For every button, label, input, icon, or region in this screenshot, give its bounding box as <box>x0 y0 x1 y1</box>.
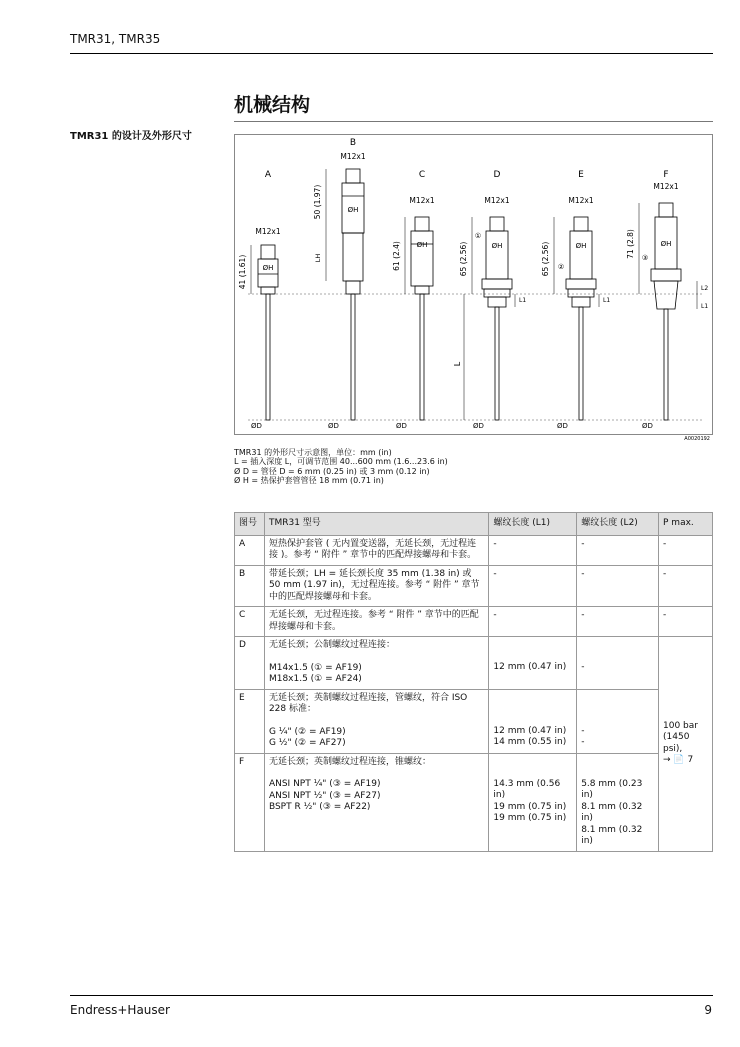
thread-label-c: M12x1 <box>409 196 435 205</box>
dia-d-e: ØD <box>557 422 568 430</box>
cell-fig: B <box>235 565 265 607</box>
figure-code: A0020192 <box>684 436 710 442</box>
l1-label-f: L1 <box>701 303 709 310</box>
dia-h-e: ØH <box>575 242 587 250</box>
cell-desc: 短热保护套管 ( 无内置变送器，无延长颈，无过程连接 )。参考 “ 附件 ” 章节中的匹配焊接螺母和卡套。 <box>264 535 488 565</box>
dia-h-a: ØH <box>262 264 274 272</box>
table-row <box>235 637 713 690</box>
dia-h-d: ØH <box>491 242 503 250</box>
l1-label-e: L1 <box>603 297 611 304</box>
cell-l1: 14.3 mm (0.56 in) 19 mm (0.75 in) 19 mm (0.75 in) <box>489 753 577 851</box>
page-ref-link[interactable]: → 📄 7 <box>663 755 694 766</box>
table-row <box>235 607 713 637</box>
dia-d-d: ØD <box>473 422 484 430</box>
dim-e: 65 (2.56) <box>541 241 550 277</box>
letter-e: E <box>578 170 584 180</box>
cell-desc: 无延长颈；英制螺纹过程连接，锥螺纹： ANSI NPT ¼" (③ = AF19) ANSI NPT ½" (③ = AF27) BSPT R ½" (③ = AF22) <box>264 753 488 851</box>
cell-l2: - <box>577 637 659 690</box>
side-label: TMR31 的设计及外形尺寸 <box>70 131 192 142</box>
header-fig: 图号 <box>235 513 265 536</box>
thread-label-b: M12x1 <box>340 152 366 161</box>
dim-a: 41 (1.61) <box>238 254 247 290</box>
cell-l2: - <box>577 607 659 637</box>
lh-label: LH <box>314 253 322 263</box>
dimension-drawing <box>234 134 713 443</box>
figure-caption <box>234 448 448 485</box>
dia-d-c: ØD <box>396 422 407 430</box>
cell-pmax-shared: 100 bar (1450 psi), → 📄 7 <box>659 637 713 852</box>
cell-l1: - <box>489 535 577 565</box>
header-pmax: P max. <box>659 513 713 536</box>
cell-fig: F <box>235 753 265 851</box>
cell-l2: - - <box>577 689 659 753</box>
letter-b: B <box>349 138 357 148</box>
thread-label-e: M12x1 <box>568 196 594 205</box>
table-row <box>235 753 713 851</box>
header-model: TMR31 型号 <box>264 513 488 536</box>
footer-rule <box>70 995 713 996</box>
section-title: 机械结构 <box>234 94 311 116</box>
figure-frame <box>235 135 713 435</box>
table-row <box>235 535 713 565</box>
letter-c: C <box>418 170 426 180</box>
thread-label-a: M12x1 <box>255 227 281 236</box>
cell-l1: - <box>489 565 577 607</box>
letter-a: A <box>264 170 272 180</box>
cell-l1: 12 mm (0.47 in) <box>489 637 577 690</box>
cell-fig: D <box>235 637 265 690</box>
cell-pmax: - <box>659 607 713 637</box>
header-l1: 螺纹长度 (L1) <box>489 513 577 536</box>
cell-desc: 带延长颈；LH = 延长颈长度 35 mm (1.38 in) 或 50 mm (1.97 in)，无过程连接。参考 “ 附件 ” 章节中的匹配焊接螺母和卡套。 <box>264 565 488 607</box>
dia-h-b: ØH <box>347 206 359 214</box>
dim-f: 71 (2.8) <box>626 229 635 259</box>
dia-h-c: ØH <box>416 241 428 249</box>
dia-d-f: ØD <box>642 422 653 430</box>
page-number: 9 <box>704 1003 712 1017</box>
dia-d-b: ØD <box>328 422 339 430</box>
dim-b: 50 (1.97) <box>313 184 322 220</box>
dia-h-f: ØH <box>660 240 672 248</box>
callout-3: ③ <box>641 254 649 262</box>
caption-line: TMR31 的外形尺寸示意图，单位：mm (in) <box>234 448 392 457</box>
letter-f: F <box>663 170 669 180</box>
table-header-row <box>235 513 713 536</box>
table-row <box>235 565 713 607</box>
l2-label-f: L2 <box>701 285 709 292</box>
cell-l2: - <box>577 535 659 565</box>
l-label: L <box>453 361 462 367</box>
caption-line: L = 插入深度 L，可调节范围 40...600 mm (1.6...23.6 in) <box>234 457 448 467</box>
cell-l2: - <box>577 565 659 607</box>
header-l2: 螺纹长度 (L2) <box>577 513 659 536</box>
spec-table <box>234 512 713 852</box>
cell-pmax: - <box>659 565 713 607</box>
dim-c: 61 (2.4) <box>392 241 401 271</box>
cell-l1: 12 mm (0.47 in) 14 mm (0.55 in) <box>489 689 577 753</box>
cell-l2: 5.8 mm (0.23 in) 8.1 mm (0.32 in) 8.1 mm (0.32 in) <box>577 753 659 851</box>
caption-line: Ø D = 管径 D = 6 mm (0.25 in) 或 3 mm (0.12 in) <box>234 466 430 476</box>
footer-brand: Endress+Hauser <box>70 1003 170 1017</box>
dia-d-a: ØD <box>251 422 262 430</box>
l1-label-d: L1 <box>519 297 527 304</box>
thread-label-d: M12x1 <box>484 196 510 205</box>
cell-fig: E <box>235 689 265 753</box>
header-rule <box>70 53 713 54</box>
thread-label-f: M12x1 <box>653 182 679 191</box>
sensor-f <box>651 203 681 420</box>
cell-desc: 无延长颈，无过程连接。参考 “ 附件 ” 章节中的匹配焊接螺母和卡套。 <box>264 607 488 637</box>
document-header: TMR31, TMR35 <box>70 32 161 46</box>
callout-2: ② <box>557 263 565 271</box>
cell-fig: C <box>235 607 265 637</box>
cell-fig: A <box>235 535 265 565</box>
cell-desc: 无延长颈；英制螺纹过程连接，管螺纹，符合 ISO 228 标准： G ¼" (② = AF19) G ½" (② = AF27) <box>264 689 488 753</box>
cell-l1: - <box>489 607 577 637</box>
cell-pmax: - <box>659 535 713 565</box>
dim-d: 65 (2.56) <box>459 241 468 277</box>
section-rule <box>234 121 713 122</box>
callout-1: ① <box>474 232 482 240</box>
caption-line: Ø H = 热保护套管管径 18 mm (0.71 in) <box>234 475 384 485</box>
cell-desc: 无延长颈；公制螺纹过程连接： M14x1.5 (① = AF19) M18x1.5 (① = AF24) <box>264 637 488 690</box>
table-row <box>235 689 713 753</box>
letter-d: D <box>493 170 501 180</box>
